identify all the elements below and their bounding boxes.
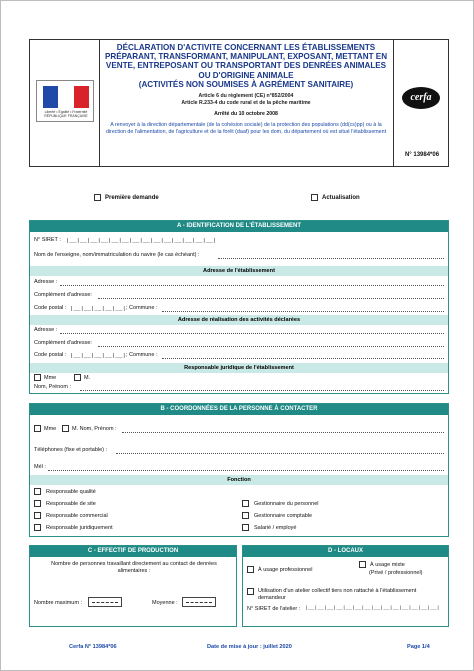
max-label: Nombre maximum :: [34, 600, 82, 606]
moy-label: Moyenne :: [152, 600, 178, 606]
usage-mixte-label: À usage mixte: [370, 561, 405, 568]
address-subtitle: Adresse de l'établissement: [30, 266, 448, 276]
usage-mixte-sub: (Privé / professionnel): [369, 570, 423, 576]
fonction-option[interactable]: [242, 500, 319, 507]
regulation-ref: Article 6 du règlement (CE) n°852/2004: [198, 93, 294, 100]
fonction-subtitle: Fonction: [30, 475, 448, 485]
fonction-label: Responsable commercial: [46, 512, 108, 519]
realisation-subtitle: Adresse de réalisation des activités déclarées: [30, 315, 448, 325]
tel-field[interactable]: [116, 453, 444, 454]
section-c-title: C - EFFECTIF DE PRODUCTION: [30, 546, 236, 557]
mme-label: Mme: [44, 374, 57, 381]
fonction-label: Responsable juridiquement: [46, 524, 113, 531]
cp-input[interactable]: |__|__|__|__|__|: [70, 305, 127, 312]
fonction-label: Responsable de site: [46, 500, 96, 507]
enseigne-field[interactable]: [218, 258, 444, 259]
adresse-field[interactable]: [60, 285, 444, 286]
checkbox[interactable]: [94, 194, 101, 201]
fonction-option[interactable]: [34, 488, 96, 495]
return-instructions: A renvoyer à la direction départementale (de la cohésion sociale) de la protection des populations (dd(cs)pp) ou à la direction de l'alimentation, de l'agriculture et de la forêt (daaf) pour les dom, du département où est situé l'établissement: [105, 122, 387, 135]
moy-input[interactable]: [182, 597, 216, 607]
section-c: [29, 545, 237, 627]
commune-field[interactable]: [162, 358, 444, 359]
fonction-option[interactable]: [34, 524, 113, 531]
section-d-title: D - LOCAUX: [243, 546, 448, 557]
checkbox[interactable]: [242, 524, 249, 531]
adresse-field[interactable]: [60, 333, 444, 334]
title-line: DÉCLARATION D'ACTIVITE CONCERNANT LES ÉTABLISSEMENTS: [116, 43, 376, 52]
commune-label: ; Commune :: [126, 305, 158, 311]
usage-pro-label: À usage professionnel: [258, 566, 313, 573]
m-label: M.: [84, 374, 91, 381]
nom-field[interactable]: [80, 390, 444, 391]
fonction-label: Gestionnaire du personnel: [254, 500, 319, 507]
checkbox[interactable]: [34, 374, 41, 381]
footer-cerfa: Cerfa N° 13984*06: [69, 644, 117, 650]
checkbox[interactable]: [247, 588, 254, 595]
section-d: [242, 545, 449, 627]
mel-label: Mél :: [34, 464, 46, 470]
checkbox[interactable]: [62, 425, 69, 432]
fonction-option[interactable]: [34, 500, 96, 507]
effectif-text: Nombre de personnes travaillant directement au contact de denrées alimentaires :: [51, 561, 217, 574]
title-line: OU D'ORIGINE ANIMALE: [198, 70, 294, 80]
footer-page: Page 1/4: [407, 644, 430, 650]
section-b-title: B - COORDONNÉES DE LA PERSONNE À CONTACTER: [30, 404, 448, 415]
adresse-label: Adresse :: [34, 279, 58, 285]
complement-field[interactable]: [98, 346, 444, 347]
complement-field[interactable]: [98, 298, 444, 299]
marianne-logo: [36, 80, 94, 122]
cerfa-number: N° 13984*06: [404, 152, 440, 158]
fonction-option[interactable]: [34, 512, 108, 519]
checkbox[interactable]: [74, 374, 81, 381]
complement-label: Complément d'adresse:: [34, 292, 92, 298]
nom-label: Nom, Prénom :: [34, 384, 71, 390]
siret-input[interactable]: |__|__|__|__|__|__|__|__|__|__|__|__|__|__|: [66, 237, 217, 244]
contact-name-field[interactable]: [122, 432, 444, 433]
cp-label: Code postal :: [34, 352, 67, 358]
fonction-option[interactable]: [242, 512, 312, 519]
mme-option[interactable]: [34, 425, 56, 432]
cp-input[interactable]: |__|__|__|__|__|: [70, 352, 127, 359]
mel-field[interactable]: [48, 470, 444, 471]
usage-pro-option[interactable]: [247, 566, 312, 573]
title-line: VENTE, ENTREPOSANT OU TRANSPORTANT DES DENRÉES ANIMALES: [105, 61, 387, 71]
option-label: Actualisation: [322, 194, 360, 201]
m-nom-label: M. Nom, Prénom :: [72, 425, 117, 432]
form-title: [102, 43, 390, 89]
siret-atelier-input[interactable]: |__|__|__|__|__|__|__|__|__|__|__|__|__|__|: [305, 606, 440, 611]
adresse-label: Adresse :: [34, 327, 58, 333]
checkbox[interactable]: [34, 500, 41, 507]
option-premiere-demande[interactable]: [94, 194, 159, 201]
fonction-option[interactable]: [242, 524, 297, 531]
code-ref: Article R.233-4 du code rural et de la pêche maritime: [181, 99, 311, 106]
form-header: [29, 39, 449, 167]
checkbox[interactable]: [242, 500, 249, 507]
footer-date: Date de mise à jour : juillet 2020: [207, 644, 292, 650]
checkbox[interactable]: [34, 488, 41, 495]
checkbox[interactable]: [242, 512, 249, 519]
cerfa-logo: cerfa: [402, 87, 440, 109]
collectif-option[interactable]: [247, 588, 445, 602]
fonction-label: Salarié / employé: [254, 524, 297, 531]
m-option[interactable]: [74, 374, 90, 381]
siret-label: N° SIRET :: [34, 237, 61, 243]
logo-text: Liberté • Égalité • Fraternité RÉPUBLIQUE FRANÇAISE: [44, 110, 88, 118]
siret-atelier-label: N° SIRET de l'atelier :: [247, 606, 301, 612]
max-input[interactable]: [88, 597, 122, 607]
french-flag-icon: [43, 86, 89, 108]
title-line: (ACTIVITÉS NON SOUMISES À AGRÉMENT SANITAIRE): [138, 79, 354, 89]
checkbox[interactable]: [34, 512, 41, 519]
title-line: PRÉPARANT, TRANSFORMANT, MANIPULANT, EXPOSANT, METTANT EN: [104, 52, 388, 62]
option-label: Première demande: [105, 194, 159, 201]
cp-label: Code postal :: [34, 305, 67, 311]
commune-label: ; Commune :: [126, 352, 158, 358]
m-option[interactable]: [62, 425, 117, 432]
responsable-subtitle: Responsable juridique de l'établissement: [30, 363, 448, 373]
checkbox[interactable]: [247, 566, 254, 573]
enseigne-label: Nom de l'enseigne, nom/immatriculation du navire (le cas échéant) :: [34, 252, 200, 258]
checkbox[interactable]: [311, 194, 318, 201]
mme-option[interactable]: [34, 374, 56, 381]
header-center: [102, 43, 390, 136]
usage-mixte-option[interactable]: [359, 561, 405, 568]
tel-label: Téléphones (fixe et portable) :: [34, 447, 108, 453]
complement-label: Complément d'adresse:: [34, 340, 92, 346]
checkbox[interactable]: [34, 425, 41, 432]
checkbox[interactable]: [359, 561, 366, 568]
mme-label: Mme: [44, 425, 57, 432]
fonction-label: Responsable qualité: [46, 488, 96, 495]
commune-field[interactable]: [162, 311, 444, 312]
fonction-label: Gestionnaire comptable: [254, 512, 313, 519]
section-a-title: A - IDENTIFICATION DE L'ÉTABLISSEMENT: [30, 221, 448, 232]
checkbox[interactable]: [34, 524, 41, 531]
section-b: [29, 403, 449, 537]
collectif-label: Utilisation d'un atelier collectif tiers non rattaché à l'établissement demandeur: [257, 588, 417, 601]
arrete-date: Arrêté du 10 octobre 2008: [214, 111, 278, 118]
option-actualisation[interactable]: [311, 194, 360, 201]
section-a: [29, 220, 449, 394]
